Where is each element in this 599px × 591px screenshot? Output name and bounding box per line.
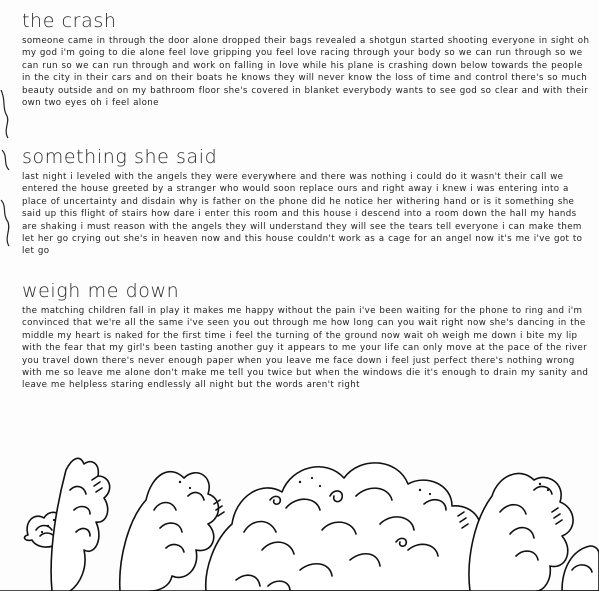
song-lyrics: the matching children fall in play it makes me happy without the pain i've been waiting for the phone to ring and i'm convinced that we're all the same i've seen you out through me how long can you wait right now she's dancing in the middle my heart is naked for the first time i feel the turning of the ground now wait oh weigh me down i bite my lip with the fear that my girl's been tasting another guy it appears to me your life can only move at the pace of the river you travel down there's never enough paper when you leave me face down i feel just perfect there's nothing wrong with me so leave me alone don't make me tell you twice but when the windows die it's enough to drain my sanity and leave me helpless staring endlessly all night but the words aren't right: [22, 306, 589, 391]
song-title: weigh me down: [22, 280, 180, 302]
song-title: something she said: [22, 146, 218, 168]
song-lyrics: last night i leveled with the angels they were everywhere and there was nothing i could do it wasn't their call we entered the house greeted by a stranger who would soon replace ours and right away i knew i was entering into a place of uncertainty and disdain why is father on the phone did he notice her withering hand or is it something she said up this flight of stairs how dare i enter this room and this house i descend into a room down the hall my hands are shaking i must reason with the angels they will understand they will see the tears tell everyone i can make them let her go crying out she's in heaven now and this house couldn't work as a cage for an angel now it's me i've got to let go: [22, 172, 583, 257]
song-lyrics: someone came in through the door alone dropped their bags revealed a shotgun started shooting everyone in sight oh my god i'm going to die alone feel love gripping you feel love racing through your body so we can run through so we can run so we can run through and work on falling in love while his plane is crashing down below towards the people in the city in their cars and on their boats he knows they will never know the loss of time and control there's so much beauty outside and on my bathroom floor she's covered in blanket everybody wants to see god so clear and with their own two eyes oh i feel alone: [22, 36, 590, 109]
song-section-weigh-me-down: [22, 280, 590, 392]
ink-foliage-illustration: [0, 400, 599, 591]
song-section-something-she-said: [22, 146, 590, 258]
song-title: the crash: [22, 10, 117, 32]
page-edge-scribble: [0, 90, 14, 290]
song-section-the-crash: [22, 10, 590, 109]
